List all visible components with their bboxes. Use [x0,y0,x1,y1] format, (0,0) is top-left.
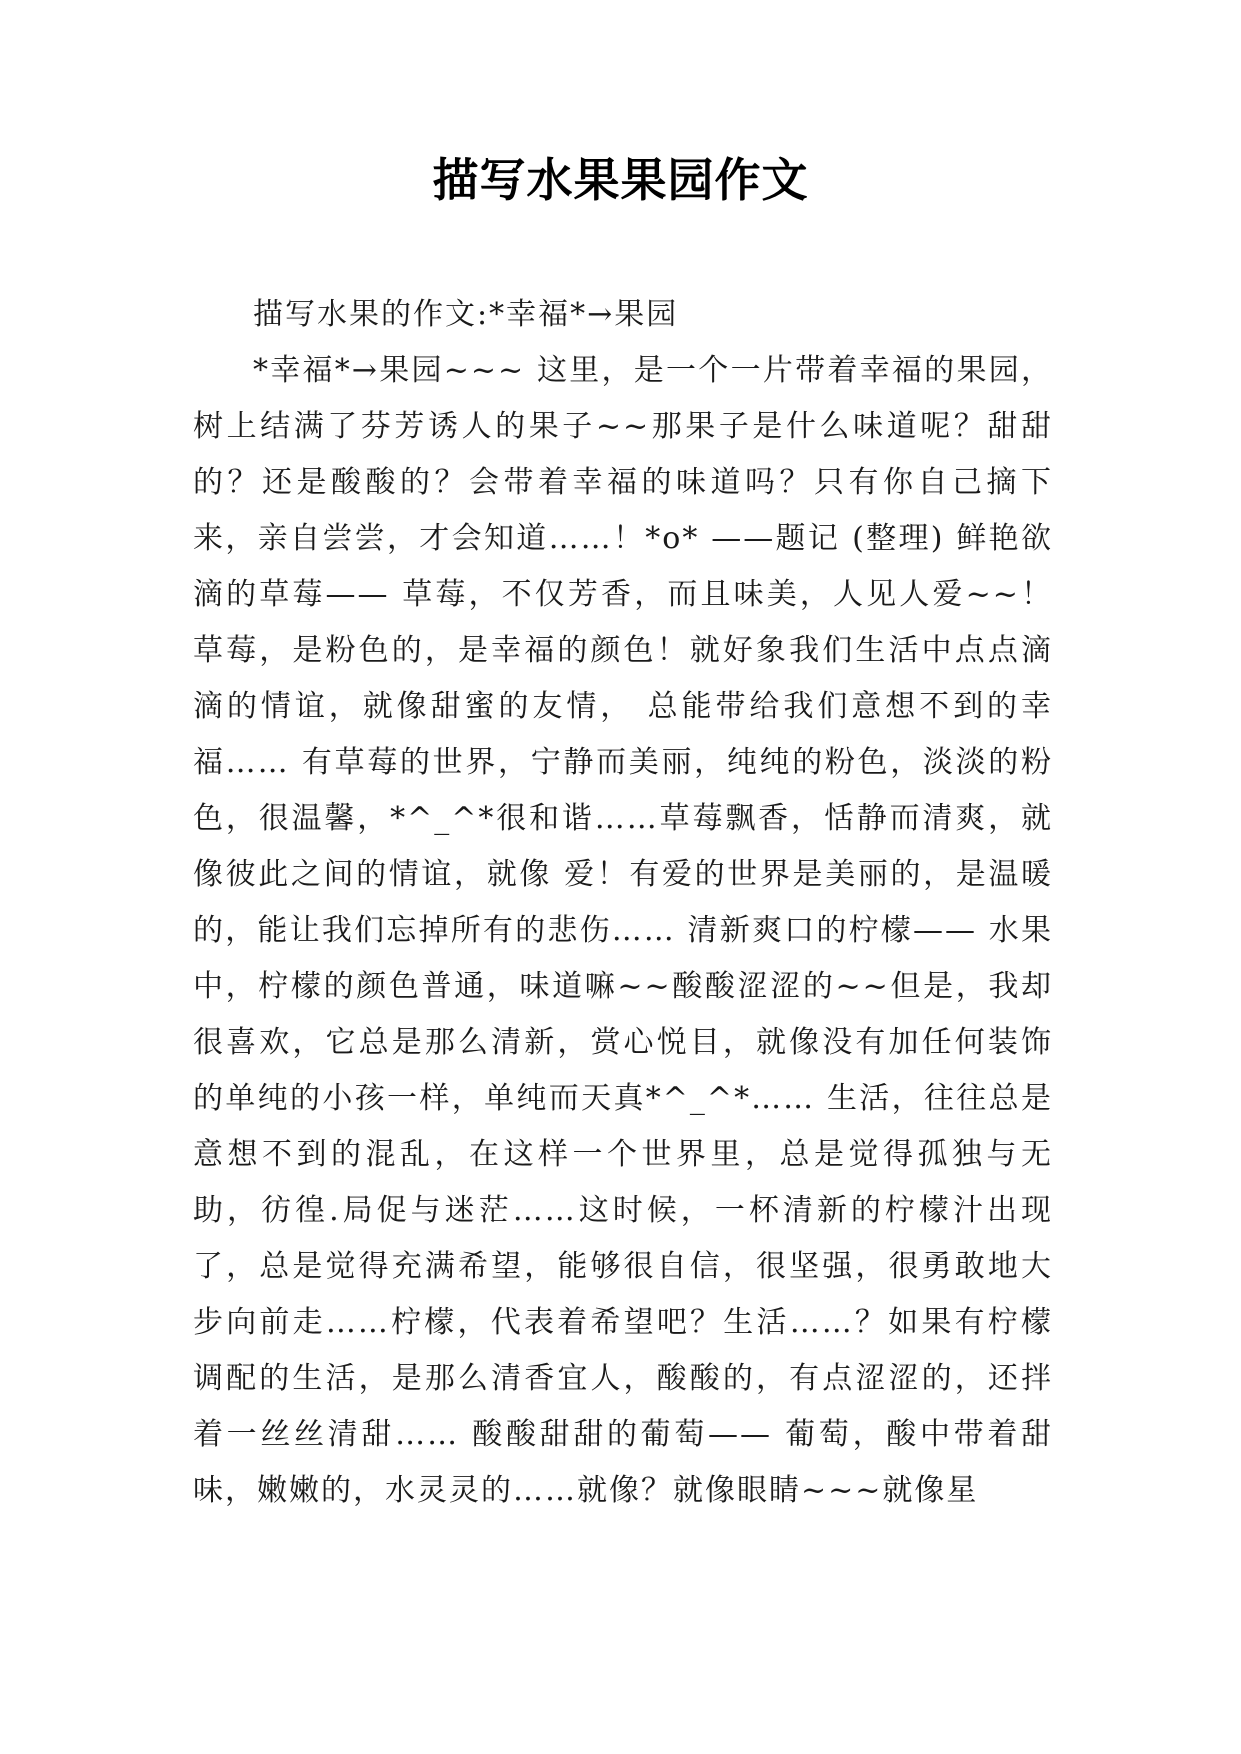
document-title: 描写水果果园作文 [432,153,809,207]
paragraph-subtitle: 描写水果的作文:*幸福*→果园 [253,297,679,332]
paragraph-main: *幸福*→果园~~~ 这里，是一个一片带着幸福的果园，树上结满了芬芳诱人的果子~~那果子是什么味道呢？甜甜的？还是酸酸的？会带着幸福的味道吗？只有你自己摘下来，亲自尝尝，才会知道……！*o* ——题记 (整理) 鲜艳欲滴的草莓—— 草莓，不仅芳香，而且味美，人见人爱~~！草莓，是粉色的，是幸福的颜色！就好象我们生活中点点滴滴的情谊，就像甜蜜的友情， 总能带给我们意想不到的幸福…… 有草莓的世界，宁静而美丽，纯纯的粉色，淡淡的粉色，很温馨，*^_^*很和谐……草莓飘香，恬静而清爽，就像彼此之间的情谊，就像 爱！有爱的世界是美丽的，是温暖的，能让我们忘掉所有的悲伤…… 清新爽口的柠檬—— 水果中，柠檬的颜色普通，味道嘛~~酸酸涩涩的~~但是，我却很喜欢，它总是那么清新，赏心悦目，就像没有加任何装饰的单纯的小孩一样，单纯而天真*^_^*…… 生活，往往总是意想不到的混乱，在这样一个世界里，总是觉得孤独与无助，彷徨.局促与迷茫……这时候，一杯清新的柠檬汁出现了，总是觉得充满希望，能够很自信，很坚强，很勇敢地大步向前走……柠檬，代表着希望吧？生活……？如果有柠檬调配的生活，是那么清香宜人，酸酸的，有点涩涩的，还拌着一丝丝清甜…… 酸酸甜甜的葡萄—— 葡萄，酸中带着甜味，嫩嫩的，水灵灵的……就像？就像眼睛~~~就像星 [193,353,1053,1508]
document-body [193,287,1053,1519]
